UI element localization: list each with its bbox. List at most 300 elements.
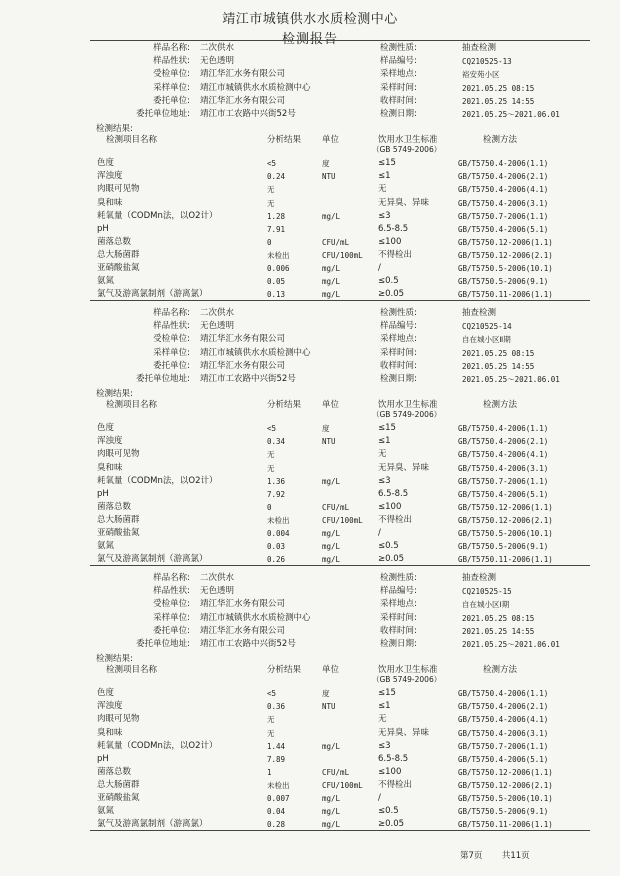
table-row (0, 157, 620, 170)
sample-no-label: 样品编号: (380, 586, 417, 597)
standard-value: 6.5-8.5 (378, 488, 409, 499)
unit-value: mg/L (322, 542, 341, 552)
unit-value: mg/L (322, 277, 341, 287)
table-row (0, 713, 620, 726)
item-name: 总大肠菌群 (97, 249, 140, 260)
table-row (0, 501, 620, 514)
entrusted-unit-label: 受检单位: (153, 69, 190, 80)
report-title: 靖江市城镇供水水质检测中心 (222, 12, 398, 27)
sampling-time-label: 采样时间: (380, 347, 417, 358)
method-value: GB/T5750.5-2006(9.1) (458, 277, 549, 287)
standard-value: 无 (378, 184, 387, 195)
client-address-label: 委托单位地址: (136, 374, 190, 384)
item-name: 氯气及游离氯制剂（游离氯） (97, 554, 208, 565)
method-value: GB/T5750.5-2006(10.1) (458, 264, 553, 273)
sample-status-label: 样品性状: (153, 56, 190, 67)
standard-value: 不得检出 (378, 514, 413, 525)
result-value: 未检出 (267, 780, 290, 790)
unit-value: CFU/100mL (322, 250, 363, 260)
sampling-site-value: 自在城小区Ⅰ期 (462, 600, 510, 610)
table-row (0, 288, 620, 301)
result-value: 0.26 (267, 555, 286, 565)
test-type-label: 检测性质: (380, 308, 417, 318)
info-row (0, 360, 620, 373)
method-value: GB/T5750.4-2006(3.1) (458, 198, 549, 208)
col-result-header: 分析结果 (267, 400, 302, 411)
sampling-site-label: 采样地点: (380, 599, 417, 610)
method-value: GB/T5750.4-2006(4.1) (458, 450, 549, 460)
unit-value: CFU/mL (322, 502, 350, 512)
test-type-label: 检测性质: (380, 43, 417, 53)
client-address-value: 靖江市工农路中兴街52号 (200, 374, 296, 384)
info-row (0, 55, 620, 68)
result-value: 无 (267, 715, 275, 725)
test-type-value: 抽查检测 (462, 573, 497, 583)
result-value: 0.04 (267, 807, 286, 817)
client-unit-value: 靖江华汇水务有限公司 (200, 95, 286, 106)
receive-time-label: 收样时间: (380, 625, 417, 636)
col-result-header: 分析结果 (267, 665, 302, 676)
standard-value: ≤0.5 (378, 806, 399, 817)
test-type-label: 检测性质: (380, 573, 417, 583)
info-row (0, 82, 620, 95)
method-value: GB/T5750.12-2006(1.1) (458, 767, 553, 777)
unit-value: mg/L (322, 741, 341, 751)
test-date-label: 检测日期: (380, 374, 417, 384)
col-std-subheader: （GB 5749-2006） (372, 675, 442, 685)
result-value: 未检出 (267, 250, 290, 260)
result-value: 0.34 (267, 437, 286, 447)
table-row (0, 262, 620, 275)
table-row (0, 275, 620, 288)
test-date-value: 2021.05.25～2021.06.01 (462, 640, 560, 649)
result-value: 1 (267, 767, 272, 777)
sampling-unit-value: 靖江市城镇供水水质检测中心 (200, 347, 311, 358)
item-name: pH (97, 223, 109, 234)
info-row (0, 572, 620, 585)
test-date-value: 2021.05.25～2021.06.01 (462, 375, 560, 384)
col-result-header: 分析结果 (267, 135, 302, 146)
unit-value: mg/L (322, 820, 341, 830)
result-value: 7.92 (267, 489, 286, 499)
test-date-label: 检测日期: (380, 639, 417, 649)
unit-value: mg/L (322, 807, 341, 817)
receive-time-value: 2021.05.25 14:55 (462, 361, 535, 371)
result-value: 1.44 (267, 741, 286, 751)
result-value: 0.004 (267, 529, 290, 538)
client-unit-label: 委托单位: (153, 625, 190, 636)
item-name: 菌落总数 (97, 501, 132, 512)
item-name: 总大肠菌群 (97, 779, 140, 790)
sample-status-value: 无色透明 (200, 321, 235, 332)
info-row (0, 625, 620, 638)
standard-value: ≤100 (378, 501, 402, 512)
table-row (0, 170, 620, 183)
table-row (0, 700, 620, 713)
method-value: GB/T5750.5-2006(10.1) (458, 794, 553, 803)
method-value: GB/T5750.12-2006(2.1) (458, 250, 553, 260)
result-value: 无 (267, 728, 275, 738)
info-row (0, 638, 620, 651)
entrusted-unit-label: 受检单位: (153, 599, 190, 610)
sample-status-label: 样品性状: (153, 321, 190, 332)
client-address-label: 委托单位地址: (136, 109, 190, 119)
standard-value: ≤0.5 (378, 541, 399, 552)
unit-value: mg/L (322, 529, 341, 538)
result-value: <5 (267, 689, 277, 699)
result-value: 未检出 (267, 515, 290, 525)
table-row (0, 687, 620, 700)
item-name: 浑浊度 (97, 436, 123, 447)
table-row (0, 727, 620, 740)
sampling-site-value: 裕安苑小区 (462, 70, 500, 80)
item-name: 亚硝酸盐氮 (97, 263, 140, 273)
item-name: 肉眼可见物 (97, 184, 140, 195)
results-label: 检测结果: (96, 124, 133, 135)
standard-value: 6.5-8.5 (378, 223, 409, 234)
standard-value: / (378, 263, 381, 273)
table-row (0, 249, 620, 262)
standard-value: ≤1 (378, 171, 391, 182)
receive-time-label: 收样时间: (380, 360, 417, 371)
sampling-unit-label: 采样单位: (153, 347, 190, 358)
result-value: 无 (267, 198, 275, 208)
col-std-header: 饮用水卫生标准 (378, 400, 438, 411)
unit-value: mg/L (322, 794, 341, 803)
col-method-header: 检测方法 (483, 400, 518, 411)
info-row (0, 347, 620, 360)
sampling-site-label: 采样地点: (380, 69, 417, 80)
method-value: GB/T5750.4-2006(5.1) (458, 754, 549, 764)
client-unit-label: 委托单位: (153, 360, 190, 371)
result-value: 0.28 (267, 820, 286, 830)
unit-value: NTU (322, 437, 336, 447)
col-unit-header: 单位 (322, 400, 340, 411)
standard-value: 无 (378, 714, 387, 725)
method-value: GB/T5750.4-2006(1.1) (458, 159, 549, 169)
unit-value: CFU/mL (322, 767, 350, 777)
method-value: GB/T5750.4-2006(1.1) (458, 689, 549, 699)
method-value: GB/T5750.12-2006(1.1) (458, 237, 553, 247)
unit-value: NTU (322, 702, 336, 712)
method-value: GB/T5750.5-2006(10.1) (458, 529, 553, 538)
receive-time-label: 收样时间: (380, 95, 417, 106)
sampling-unit-value: 靖江市城镇供水水质检测中心 (200, 612, 311, 623)
result-value: 无 (267, 463, 275, 473)
standard-value: ≥0.05 (378, 819, 405, 830)
method-value: GB/T5750.4-2006(2.1) (458, 437, 549, 447)
table-row (0, 540, 620, 553)
table-row (0, 792, 620, 805)
standard-value: 无异臭、异味 (378, 727, 430, 738)
table-row (0, 527, 620, 540)
sampling-unit-value: 靖江市城镇供水水质检测中心 (200, 82, 311, 93)
method-value: GB/T5750.7-2006(1.1) (458, 741, 549, 751)
sample-name-value: 二次供水 (200, 573, 235, 583)
sample-status-label: 样品性状: (153, 586, 190, 597)
method-value: GB/T5750.4-2006(5.1) (458, 489, 549, 499)
table-row (0, 210, 620, 223)
item-name: pH (97, 753, 109, 764)
method-value: GB/T5750.11-2006(1.1) (458, 820, 553, 830)
result-value: 无 (267, 450, 275, 460)
table-row (0, 183, 620, 196)
standard-value: ≥0.05 (378, 554, 405, 565)
test-date-value: 2021.05.25～2021.06.01 (462, 110, 560, 119)
col-unit-header: 单位 (322, 135, 340, 146)
unit-value: mg/L (322, 555, 341, 565)
method-value: GB/T5750.12-2006(2.1) (458, 515, 553, 525)
col-std-header: 饮用水卫生标准 (378, 135, 438, 146)
col-std-subheader: （GB 5749-2006） (372, 145, 442, 155)
client-address-value: 靖江市工农路中兴街52号 (200, 639, 296, 649)
method-value: GB/T5750.5-2006(9.1) (458, 542, 549, 552)
unit-value: 度 (322, 159, 330, 169)
col-item-header: 检测项目名称 (106, 400, 158, 411)
standard-value: ≤3 (378, 475, 391, 486)
standard-value: ≤15 (378, 688, 396, 699)
info-row (0, 42, 620, 55)
result-value: <5 (267, 159, 277, 169)
result-value: 1.36 (267, 476, 286, 486)
unit-value: mg/L (322, 264, 341, 273)
unit-value: 度 (322, 689, 330, 699)
unit-value: mg/L (322, 290, 341, 300)
item-name: 氨氮 (97, 541, 115, 552)
sample-status-value: 无色透明 (200, 586, 235, 597)
method-value: GB/T5750.4-2006(3.1) (458, 463, 549, 473)
result-value: 0 (267, 502, 272, 512)
table-row (0, 553, 620, 566)
standard-value: 不得检出 (378, 249, 413, 260)
standard-value: ≤3 (378, 740, 391, 751)
item-name: 菌落总数 (97, 236, 132, 247)
standard-value: 无 (378, 449, 387, 460)
col-std-header: 饮用水卫生标准 (378, 665, 438, 676)
method-value: GB/T5750.12-2006(2.1) (458, 780, 553, 790)
sampling-time-label: 采样时间: (380, 82, 417, 93)
result-value: 0 (267, 237, 272, 247)
sampling-site-value: 自在城小区Ⅱ期 (462, 335, 511, 345)
item-name: 耗氧量（CODMn法，以O2计） (97, 475, 218, 486)
unit-value: mg/L (322, 476, 341, 486)
standard-value: ≤15 (378, 423, 396, 434)
section-divider (90, 565, 590, 566)
info-row (0, 373, 620, 386)
test-date-label: 检测日期: (380, 109, 417, 119)
item-name: 色度 (97, 423, 115, 434)
sampling-time-value: 2021.05.25 08:15 (462, 348, 535, 358)
table-row (0, 740, 620, 753)
item-name: 臭和味 (97, 197, 123, 208)
info-row (0, 585, 620, 598)
table-row (0, 422, 620, 435)
results-label: 检测结果: (96, 654, 133, 665)
result-value: 0.03 (267, 542, 286, 552)
item-name: 色度 (97, 688, 115, 699)
result-value: 0.24 (267, 172, 286, 182)
info-row (0, 612, 620, 625)
sampling-unit-label: 采样单位: (153, 612, 190, 623)
method-value: GB/T5750.4-2006(4.1) (458, 715, 549, 725)
result-value: <5 (267, 424, 277, 434)
client-unit-value: 靖江华汇水务有限公司 (200, 625, 286, 636)
method-value: GB/T5750.4-2006(4.1) (458, 185, 549, 195)
sample-no-value: CQ210525-13 (462, 57, 512, 67)
info-row (0, 320, 620, 333)
item-name: 色度 (97, 158, 115, 169)
result-value: 0.006 (267, 264, 290, 273)
col-item-header: 检测项目名称 (106, 135, 158, 146)
sampling-time-value: 2021.05.25 08:15 (462, 83, 535, 93)
method-value: GB/T5750.4-2006(2.1) (458, 702, 549, 712)
item-name: 肉眼可见物 (97, 714, 140, 725)
info-row (0, 68, 620, 81)
result-value: 7.91 (267, 224, 286, 234)
item-name: 氨氮 (97, 806, 115, 817)
test-type-value: 抽查检测 (462, 308, 497, 318)
result-value: 1.28 (267, 211, 286, 221)
sample-name-value: 二次供水 (200, 308, 235, 318)
item-name: 浑浊度 (97, 171, 123, 182)
standard-value: / (378, 793, 381, 803)
page-number: 第7页 (460, 851, 483, 861)
unit-value: NTU (322, 172, 336, 182)
page-footer (460, 849, 530, 861)
client-unit-value: 靖江华汇水务有限公司 (200, 360, 286, 371)
item-name: 肉眼可见物 (97, 449, 140, 460)
item-name: 浑浊度 (97, 701, 123, 712)
section-divider (90, 830, 590, 831)
standard-value: 无异臭、异味 (378, 197, 430, 208)
standard-value: 无异臭、异味 (378, 462, 430, 473)
method-value: GB/T5750.7-2006(1.1) (458, 476, 549, 486)
table-row (0, 753, 620, 766)
table-row (0, 462, 620, 475)
sample-no-value: CQ210525-15 (462, 587, 512, 597)
test-type-value: 抽查检测 (462, 43, 497, 53)
standard-value: ≤100 (378, 236, 402, 247)
receive-time-value: 2021.05.25 14:55 (462, 626, 535, 636)
table-row (0, 779, 620, 792)
unit-value: CFU/100mL (322, 780, 363, 790)
standard-value: 不得检出 (378, 779, 413, 790)
standard-value: ≤1 (378, 436, 391, 447)
sample-no-label: 样品编号: (380, 56, 417, 67)
method-value: GB/T5750.4-2006(1.1) (458, 424, 549, 434)
standard-value: ≤15 (378, 158, 396, 169)
standard-value: ≤0.5 (378, 276, 399, 287)
table-row (0, 236, 620, 249)
entrusted-unit-value: 靖江华汇水务有限公司 (200, 334, 286, 345)
col-unit-header: 单位 (322, 665, 340, 676)
table-row (0, 475, 620, 488)
table-row (0, 488, 620, 501)
result-value: 0.36 (267, 702, 286, 712)
client-address-value: 靖江市工农路中兴街52号 (200, 109, 296, 119)
sample-name-label: 样品名称: (153, 308, 190, 318)
client-address-label: 委托单位地址: (136, 639, 190, 649)
unit-value: mg/L (322, 211, 341, 221)
client-unit-label: 委托单位: (153, 95, 190, 106)
item-name: 耗氧量（CODMn法，以O2计） (97, 210, 218, 221)
sample-name-value: 二次供水 (200, 43, 235, 53)
table-row (0, 223, 620, 236)
method-value: GB/T5750.4-2006(5.1) (458, 224, 549, 234)
unit-value: CFU/mL (322, 237, 350, 247)
col-std-subheader: （GB 5749-2006） (372, 410, 442, 420)
sample-name-label: 样品名称: (153, 43, 190, 53)
col-method-header: 检测方法 (483, 135, 518, 146)
info-row (0, 598, 620, 611)
result-value: 0.13 (267, 290, 286, 300)
sample-no-label: 样品编号: (380, 321, 417, 332)
method-value: GB/T5750.4-2006(2.1) (458, 172, 549, 182)
item-name: 菌落总数 (97, 766, 132, 777)
unit-value: CFU/100mL (322, 515, 363, 525)
method-value: GB/T5750.5-2006(9.1) (458, 807, 549, 817)
standard-value: ≤3 (378, 210, 391, 221)
entrusted-unit-value: 靖江华汇水务有限公司 (200, 599, 286, 610)
item-name: 耗氧量（CODMn法，以O2计） (97, 740, 218, 751)
item-name: 亚硝酸盐氮 (97, 793, 140, 803)
standard-value: ≥0.05 (378, 289, 405, 300)
sample-no-value: CQ210525-14 (462, 322, 512, 332)
col-method-header: 检测方法 (483, 665, 518, 676)
table-row (0, 514, 620, 527)
standard-value: / (378, 528, 381, 538)
item-name: 臭和味 (97, 727, 123, 738)
item-name: 氨氮 (97, 276, 115, 287)
report-subtitle: 检测报告 (281, 32, 338, 47)
col-item-header: 检测项目名称 (106, 665, 158, 676)
item-name: pH (97, 488, 109, 499)
item-name: 臭和味 (97, 462, 123, 473)
info-row (0, 307, 620, 320)
table-row (0, 448, 620, 461)
unit-value: 度 (322, 424, 330, 434)
header-divider (90, 40, 590, 41)
table-row (0, 435, 620, 448)
item-name: 氯气及游离氯制剂（游离氯） (97, 819, 208, 830)
item-name: 亚硝酸盐氮 (97, 528, 140, 538)
standard-value: 6.5-8.5 (378, 753, 409, 764)
info-row (0, 95, 620, 108)
sampling-unit-label: 采样单位: (153, 82, 190, 93)
method-value: GB/T5750.4-2006(3.1) (458, 728, 549, 738)
result-value: 0.007 (267, 794, 290, 803)
sampling-time-label: 采样时间: (380, 612, 417, 623)
sample-status-value: 无色透明 (200, 56, 235, 67)
standard-value: ≤1 (378, 701, 391, 712)
result-value: 0.05 (267, 277, 286, 287)
receive-time-value: 2021.05.25 14:55 (462, 96, 535, 106)
method-value: GB/T5750.7-2006(1.1) (458, 211, 549, 221)
method-value: GB/T5750.12-2006(1.1) (458, 502, 553, 512)
table-row (0, 766, 620, 779)
result-value: 7.89 (267, 754, 286, 764)
standard-value: ≤100 (378, 766, 402, 777)
table-row (0, 818, 620, 831)
results-label: 检测结果: (96, 389, 133, 400)
page-total: 共11页 (501, 851, 530, 861)
table-row (0, 197, 620, 210)
method-value: GB/T5750.11-2006(1.1) (458, 555, 553, 565)
section-divider (90, 300, 590, 301)
table-row (0, 805, 620, 818)
sample-name-label: 样品名称: (153, 573, 190, 583)
sampling-time-value: 2021.05.25 08:15 (462, 613, 535, 623)
